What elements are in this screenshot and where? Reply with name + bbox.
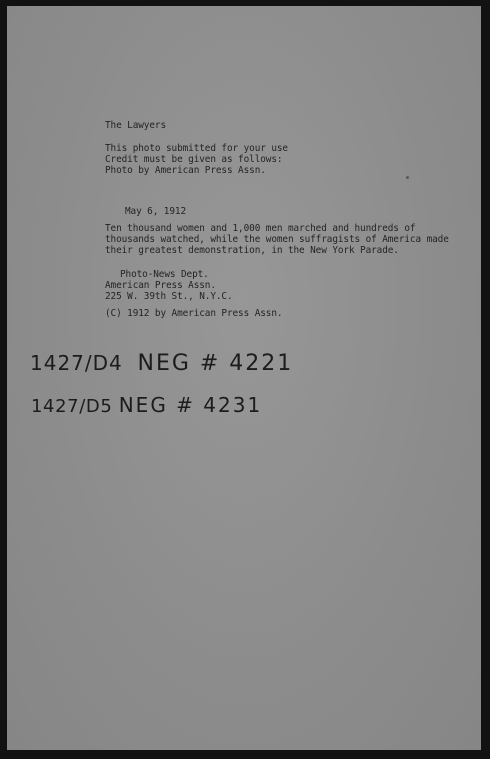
handwritten-code-2: 1427/D5	[31, 396, 113, 417]
credit-line-1: This photo submitted for your use	[105, 143, 288, 154]
dept-line-3: 225 W. 39th St., N.Y.C.	[105, 291, 233, 302]
caption-date: May 6, 1912	[125, 206, 186, 217]
handwritten-neg-1: NEG # 4221	[137, 351, 294, 376]
handwritten-line-2	[31, 393, 262, 417]
handwritten-line-1	[30, 351, 293, 376]
dept-line-2: American Press Assn.	[105, 280, 216, 291]
handwritten-code-1: 1427/D4	[30, 351, 123, 375]
dept-line-1: Photo-News Dept.	[120, 269, 209, 280]
body-line-3: their greatest demonstration, in the New York Parade.	[105, 245, 399, 256]
body-line-2: thousands watched, while the women suffragists of America made	[105, 234, 449, 245]
paper-speck	[406, 176, 409, 179]
handwritten-neg-2: NEG # 4231	[118, 393, 263, 417]
credit-line-3: Photo by American Press Assn.	[105, 165, 266, 176]
copyright-line: (C) 1912 by American Press Assn.	[105, 308, 283, 319]
credit-line-2: Credit must be given as follows:	[105, 154, 283, 165]
body-line-1: Ten thousand women and 1,000 men marched and hundreds of	[105, 223, 416, 234]
document-sheet	[7, 6, 481, 750]
caption-heading: The Lawyers	[105, 120, 166, 131]
